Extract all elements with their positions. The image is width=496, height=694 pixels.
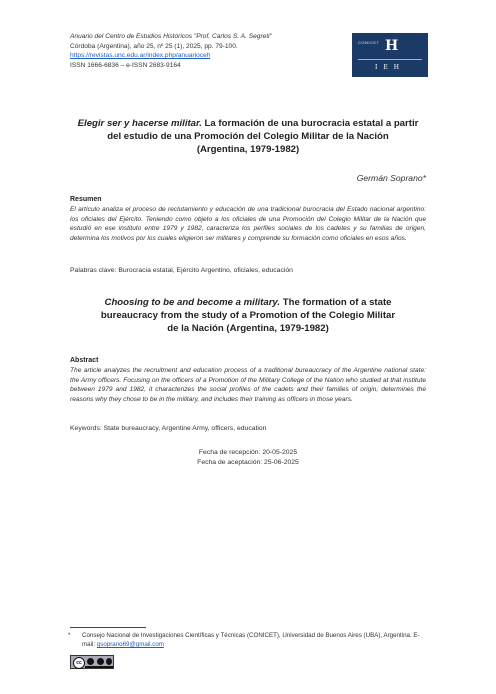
- license-strip: [85, 666, 113, 668]
- journal-header: [70, 32, 350, 70]
- cc-icon: cc: [73, 657, 85, 669]
- resumen-text: El artículo analiza el proceso de reclutamiento y educación de una tradicional burocracia del Estado nacional argentino: los oficiales del Ejército. Teniendo como objeto a los oficiales de una Promoción del Colegio Militar de la Nación que estudió en ese instituto entre 1979 y 1982, caracteriza los perfiles sociales de los cadetes y su familias de origen, determina los motivos por los cuales eligieron ser militares y comprende su formación como oficiales en esos años.: [70, 206, 426, 243]
- by-icon: [87, 658, 94, 665]
- title-es-line3: (Argentina, 1979-1982): [196, 143, 300, 155]
- title-es-line2: del estudio de una Promoción del Colegio Militar de la Nación: [107, 130, 389, 142]
- ieh-logo: [352, 33, 428, 77]
- resumen-label: Resumen: [70, 196, 102, 203]
- title-spanish: [70, 118, 426, 156]
- dates-block: [70, 448, 426, 467]
- title-en-italic: Choosing to be and become a military.: [104, 297, 281, 308]
- logo-ieh-text: IEH: [375, 64, 405, 71]
- footnote: [70, 631, 426, 649]
- palabras-clave: Palabras clave: Burocracia estatal, Ejército Argentino, oficiales, educación: [70, 267, 293, 274]
- author-email-link[interactable]: gsoprano69@gmail.com: [96, 641, 164, 649]
- author-name: Germán Soprano*: [356, 173, 426, 183]
- title-english: [70, 297, 426, 335]
- keywords: Keywords: State bureaucracy, Argentine Army, officers, education: [70, 425, 267, 432]
- abstract-label: Abstract: [70, 357, 99, 364]
- logo-divider: [358, 59, 422, 60]
- journal-url-link[interactable]: https://revistas.unc.edu.ar/index.php/anuarioceh: [70, 52, 211, 60]
- footnote-text: Consejo Nacional de Investigaciones Científicas y Técnicas (CONICET), Universidad de Buenos Aires (UBA), Argentina. E-mail:: [82, 632, 420, 649]
- nc-icon: [97, 658, 104, 665]
- footnote-rule: [70, 627, 146, 628]
- title-en-line1: The formation of a state: [280, 297, 392, 308]
- date-received: Fecha de recepción: 20-05-2025: [198, 449, 298, 456]
- journal-name: Anuario del Centro de Estudios Históricos "Prof. Carlos S. A. Segreti": [70, 33, 272, 40]
- title-es-italic: Elegir ser y hacerse militar.: [77, 118, 202, 129]
- title-es-line1: La formación de una burocracia estatal a partir: [201, 118, 419, 129]
- abstract-text: The article analyzes the recruitment and education process of a traditional bureaucracy of the Argentine national state: the Army officers. Focusing on the officers of a Promotion of the Military College of the Nation who studied at that institute between 1979 and 1982, it characterizes the social profiles of the cadets and their families of origin, determines the reasons why they chose to be in the military, and includes their training as officers in those years.: [70, 367, 426, 404]
- issue-info: Córdoba (Argentina), año 25, nº 25 (1), 2025, pp. 79-100.: [70, 42, 238, 50]
- logo-mark: H: [385, 38, 399, 54]
- title-en-line2: bureaucracy from the study of a Promotion of the Colegio Militar: [100, 309, 396, 321]
- title-en-line3: de la Nación (Argentina, 1979-1982): [167, 322, 329, 334]
- sa-icon: [106, 658, 112, 665]
- cc-by-nc-sa-icon[interactable]: [70, 655, 114, 669]
- date-accepted: Fecha de aceptación: 25-06-2025: [197, 458, 299, 466]
- logo-small-text: CONICET: [358, 40, 380, 45]
- issn-info: ISSN 1666-6836 – e-ISSN 2683-9164: [70, 61, 181, 69]
- footnote-mark: *: [68, 632, 71, 639]
